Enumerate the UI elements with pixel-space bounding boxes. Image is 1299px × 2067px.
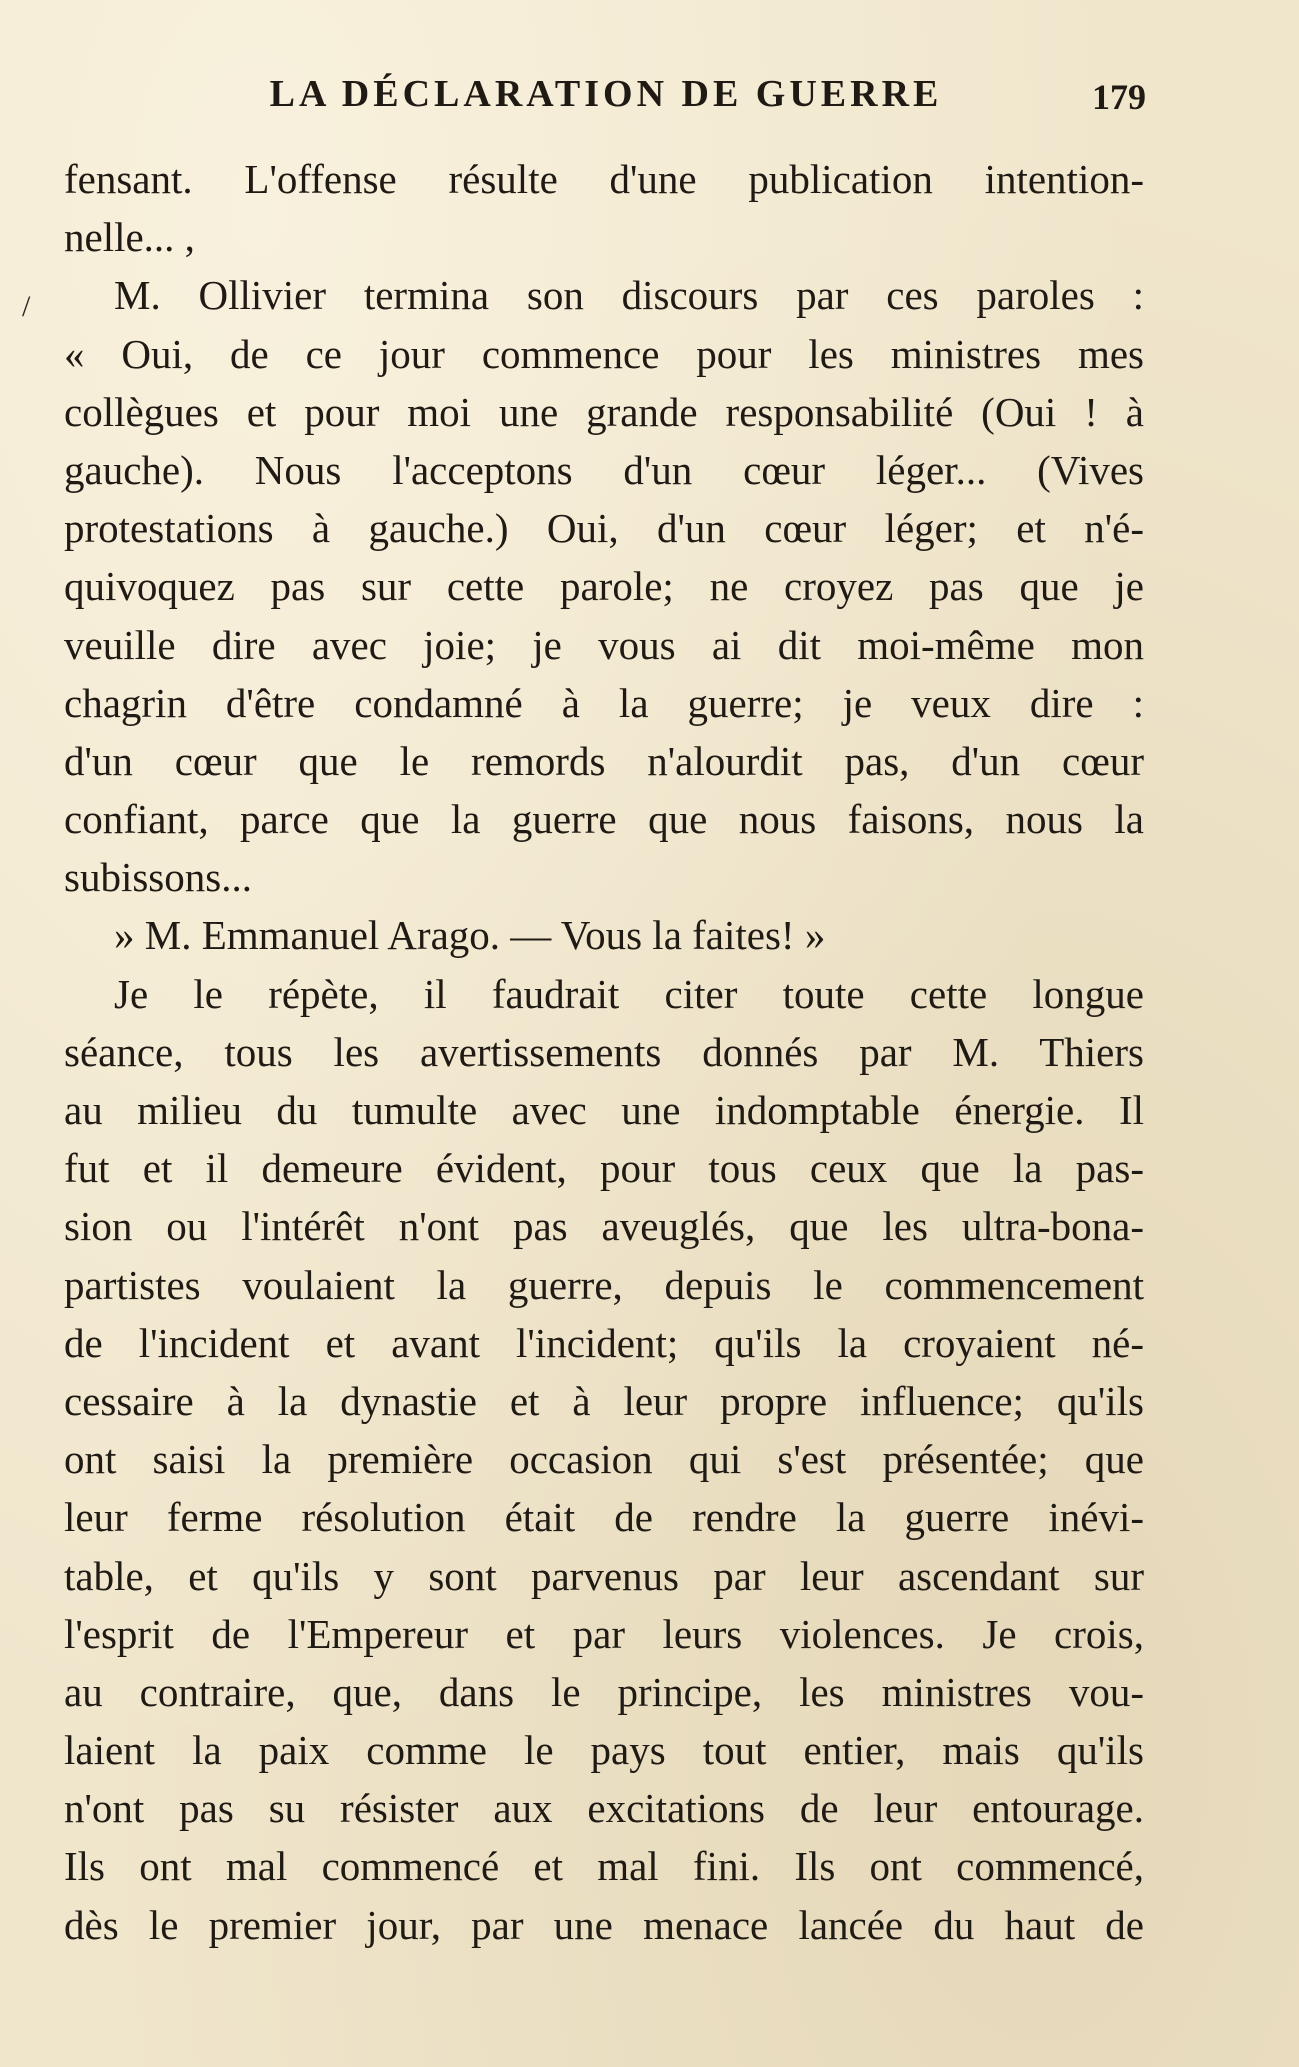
text-line: table, et qu'ils y sont parvenus par leur ascendant sur (64, 1552, 1144, 1599)
text-line: fensant. L'offense résulte d'une publication intention- (64, 156, 1144, 202)
margin-mark: / (22, 290, 31, 323)
text-line: d'un cœur que le remords n'alourdit pas, d'un cœur (64, 737, 1144, 784)
text-line: collègues et pour moi une grande responsabilité (Oui ! à (64, 388, 1144, 435)
text-line: gauche). Nous l'acceptons d'un cœur léger... (Vives (64, 446, 1144, 493)
text-line: dès le premier jour, par une menace lancée du haut de (64, 1901, 1144, 1948)
text-line: au milieu du tumulte avec une indomptable énergie. Il (64, 1087, 1144, 1133)
text-line: quivoquez pas sur cette parole; ne croyez pas que je (64, 563, 1144, 610)
text-line: leur ferme résolution était de rendre la guerre inévi- (64, 1494, 1144, 1541)
text-line: chagrin d'être condamné à la guerre; je veux dire : (64, 679, 1144, 726)
text-line: l'esprit de l'Empereur et par leurs violences. Je crois, (64, 1610, 1144, 1657)
text-line: fut et il demeure évident, pour tous ceux que la pas- (64, 1145, 1144, 1192)
text-line: M. Ollivier termina son discours par ces paroles : (114, 272, 1144, 319)
body-text (64, 150, 1144, 1954)
text-line: Ils ont mal commencé et mal fini. Ils ont commencé, (64, 1843, 1144, 1890)
text-line: partistes voulaient la guerre, depuis le commencement (64, 1261, 1144, 1308)
text-line: laient la paix comme le pays tout entier, mais qu'ils (64, 1727, 1144, 1774)
text-line: Je le répète, il faudrait citer toute cette longue (114, 970, 1144, 1017)
text-line: cessaire à la dynastie et à leur propre influence; qu'ils (64, 1377, 1144, 1424)
text-line: « Oui, de ce jour commence pour les ministres mes (64, 330, 1144, 377)
text-line: ont saisi la première occasion qui s'est présentée; que (64, 1436, 1144, 1483)
text-line: protestations à gauche.) Oui, d'un cœur léger; et n'é- (64, 505, 1144, 552)
text-line: sion ou l'intérêt n'ont pas aveuglés, que les ultra-bona- (64, 1203, 1144, 1250)
text-line: nelle... , (64, 214, 195, 261)
text-line: subissons... (64, 854, 252, 901)
text-line: n'ont pas su résister aux excitations de leur entourage. (64, 1785, 1144, 1832)
running-title: LA DÉCLARATION DE GUERRE (269, 73, 943, 115)
text-line: séance, tous les avertissements donnés par M. Thiers (64, 1028, 1144, 1075)
page-number: 179 (1092, 77, 1146, 117)
running-header (66, 72, 1146, 132)
text-line: confiant, parce que la guerre que nous faisons, nous la (64, 796, 1144, 843)
text-line: de l'incident et avant l'incident; qu'ils la croyaient né- (64, 1319, 1144, 1366)
text-line: » M. Emmanuel Arago. — Vous la faites! » (114, 912, 826, 959)
text-line: veuille dire avec joie; je vous ai dit moi-même mon (64, 621, 1144, 668)
text-line: au contraire, que, dans le principe, les ministres vou- (64, 1668, 1144, 1715)
